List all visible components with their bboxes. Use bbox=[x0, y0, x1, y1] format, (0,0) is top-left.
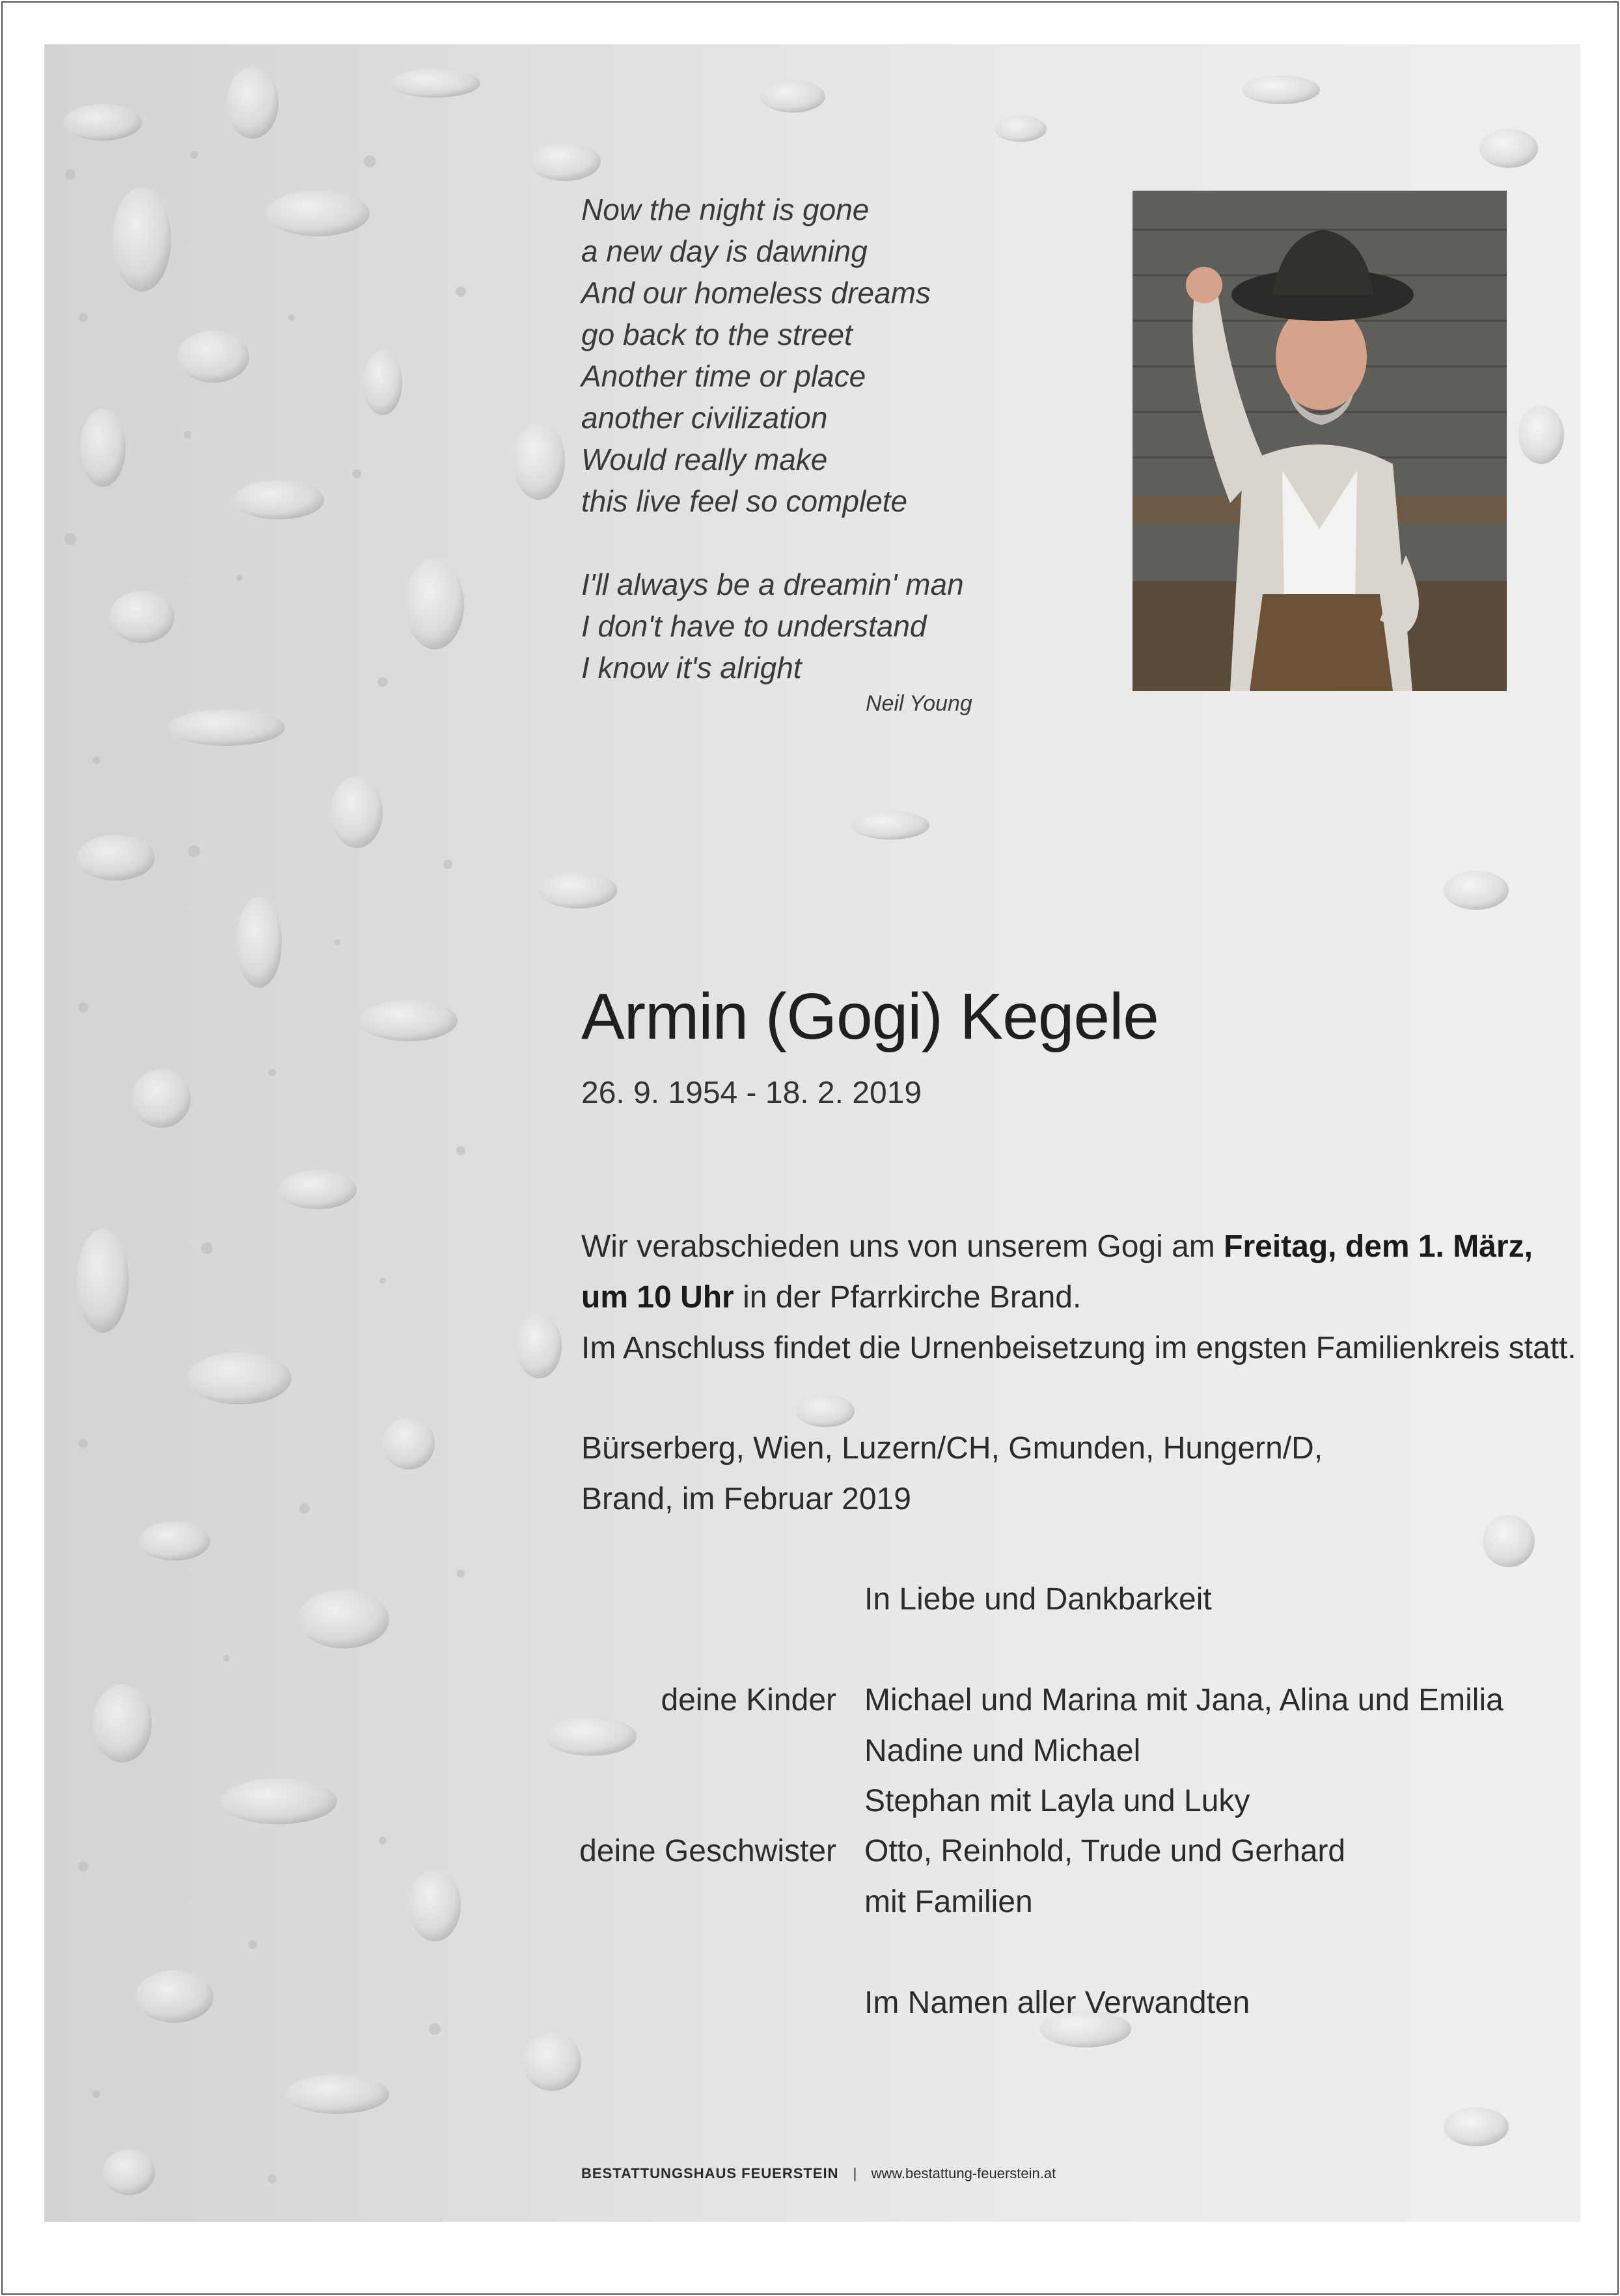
announcement-time-bold: um 10 Uhr bbox=[581, 1280, 734, 1315]
announcement-line-3: Im Anschluss findet die Urnenbeisetzung im engsten Familienkreis statt. bbox=[581, 1331, 1576, 1365]
poem-stanza-gap bbox=[581, 522, 964, 564]
poem-line: I know it's alright bbox=[581, 651, 802, 685]
poem-line: And our homeless dreams bbox=[581, 276, 931, 310]
poem-line: I'll always be a dreamin' man bbox=[581, 567, 964, 601]
poem-line: another civilization bbox=[581, 401, 828, 435]
poem-author: Neil Young bbox=[866, 691, 972, 716]
place-date-line: Brand, im Februar 2019 bbox=[581, 1482, 911, 1516]
portrait-photo bbox=[1133, 191, 1507, 691]
poem-line: Another time or place bbox=[581, 359, 866, 393]
poem bbox=[581, 189, 964, 689]
life-dates: 26. 9. 1954 - 18. 2. 2019 bbox=[581, 1076, 922, 1110]
geschwister-name: mit Familien bbox=[864, 1885, 1033, 1919]
kinder-name: Stephan mit Layla und Luky bbox=[864, 1784, 1250, 1818]
announcement-text: Wir verabschieden uns von unserem Gogi am bbox=[581, 1229, 1224, 1264]
announcement-line-1 bbox=[581, 1229, 1533, 1264]
mourners-intro: In Liebe und Dankbarkeit bbox=[864, 1582, 1212, 1617]
geschwister-label: deine Geschwister bbox=[579, 1834, 836, 1868]
footer-separator: | bbox=[853, 2165, 857, 2181]
poem-line: go back to the street bbox=[581, 318, 853, 351]
geschwister-name: Otto, Reinhold, Trude und Gerhard bbox=[864, 1834, 1346, 1868]
poem-line: this live feel so complete bbox=[581, 484, 908, 518]
poem-line: Would really make bbox=[581, 443, 828, 476]
place-line-1: Bürserberg, Wien, Luzern/CH, Gmunden, Hungern/D, bbox=[581, 1431, 1323, 1466]
portrait-illustration bbox=[1133, 191, 1507, 691]
poem-line: a new day is dawning bbox=[581, 234, 868, 268]
funeral-home-name: BESTATTUNGSHAUS FEUERSTEIN bbox=[581, 2165, 839, 2181]
announcement-date-bold: Freitag, dem 1. März, bbox=[1224, 1229, 1533, 1264]
footer bbox=[581, 2165, 1056, 2182]
poem-line: Now the night is gone bbox=[581, 193, 870, 226]
kinder-label: deine Kinder bbox=[661, 1683, 836, 1717]
closing-line: Im Namen aller Verwandten bbox=[864, 1986, 1250, 2020]
announcement-line-2 bbox=[581, 1279, 1081, 1315]
kinder-name: Michael und Marina mit Jana, Alina und Emilia bbox=[864, 1683, 1503, 1717]
announcement-text: in der Pfarrkirche Brand. bbox=[734, 1280, 1082, 1315]
poem-line: I don't have to understand bbox=[581, 609, 927, 643]
kinder-name: Nadine und Michael bbox=[864, 1734, 1141, 1768]
footer-website: www.bestattung-feuerstein.at bbox=[871, 2165, 1056, 2181]
deceased-name: Armin (Gogi) Kegele bbox=[581, 980, 1159, 1053]
